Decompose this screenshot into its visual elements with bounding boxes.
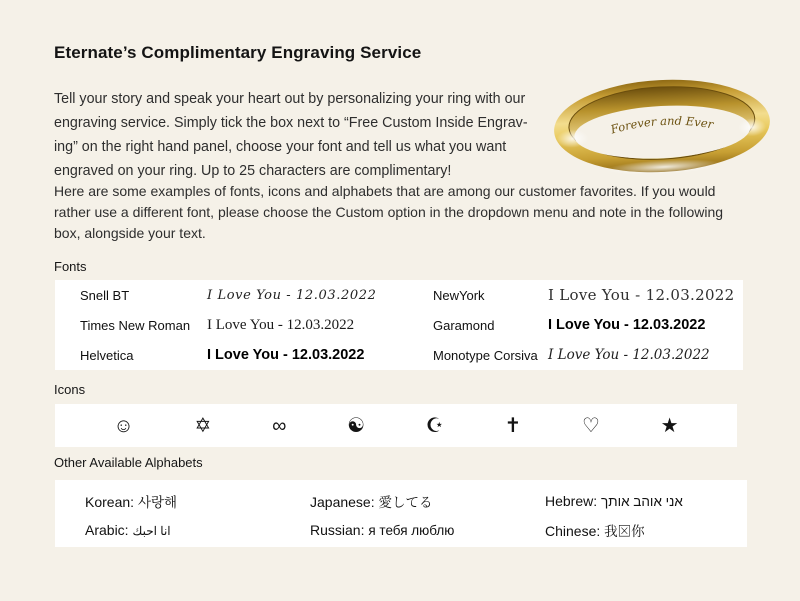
note-line: box, alongside your text. <box>54 225 206 241</box>
alphabet-label: Russian: <box>310 521 365 538</box>
fonts-table <box>55 280 743 370</box>
alphabet-label: Chinese: <box>545 522 601 539</box>
infinity-icon: ∞ <box>272 414 287 437</box>
intro-line: engraved on your ring. Up to 25 characters are complimentary! <box>54 163 452 179</box>
font-sample-monotype-corsiva: I Love You - 12.03.2022 <box>548 347 710 363</box>
alphabets-table <box>55 480 747 547</box>
heart-outline-icon: ♡ <box>581 414 600 437</box>
alphabet-label: Japanese: <box>310 493 375 510</box>
icons-heading: Icons <box>54 382 86 397</box>
font-name: NewYork <box>433 287 485 303</box>
alphabet-value: אני אוהב אותך <box>601 493 683 509</box>
font-sample-times-new-roman: I Love You - 12.03.2022 <box>207 316 355 333</box>
font-name: Times New Roman <box>80 317 191 333</box>
alphabet-russian <box>310 522 545 538</box>
font-name: Garamond <box>433 317 495 333</box>
smiley-icon: ☺ <box>113 414 134 437</box>
alphabet-label: Arabic: <box>85 521 129 538</box>
star-icon: ★ <box>660 414 679 437</box>
intro-line: engraving service. Simply tick the box next to “Free Custom Inside Engrav- <box>54 115 528 131</box>
alphabet-label: Korean: <box>85 493 135 510</box>
font-name: Helvetica <box>80 347 134 363</box>
page-title: Eternate’s Complimentary Engraving Service <box>54 43 422 62</box>
font-sample-helvetica: I Love You - 12.03.2022 <box>207 347 365 363</box>
gold-ring-photo <box>550 74 774 178</box>
intro-paragraph <box>54 87 528 183</box>
alphabet-value: я тебя люблю <box>368 522 455 538</box>
alphabet-japanese <box>310 491 545 511</box>
alphabet-chinese <box>545 520 747 540</box>
font-name: Monotype Corsiva <box>433 347 538 363</box>
examples-note-paragraph <box>54 181 723 244</box>
font-sample-garamond: I Love You - 12.03.2022 <box>548 317 706 333</box>
alphabet-hebrew <box>545 493 747 509</box>
alphabet-value: 我⊠你 <box>604 523 645 539</box>
alphabet-value: 愛してる <box>378 494 433 510</box>
yin-yang-icon: ☯ <box>347 414 366 437</box>
alphabets-heading: Other Available Alphabets <box>54 455 203 470</box>
alphabet-korean <box>85 491 310 511</box>
intro-line: Tell your story and speak your heart out by personalizing your ring with our <box>54 91 526 107</box>
latin-cross-icon: ✝ <box>504 414 522 437</box>
note-line: Here are some examples of fonts, icons and alphabets that are among our customer favorites. If you would <box>54 183 716 199</box>
star-and-crescent-icon: ☪ <box>425 414 444 437</box>
gold-ring-image <box>550 74 774 178</box>
font-sample-snell-bt: I Love You - 12.03.2022 <box>207 287 377 303</box>
note-line: rather use a different font, please choose the Custom option in the dropdown menu and note in the following <box>54 204 724 220</box>
alphabet-value: 사랑해 <box>137 494 178 510</box>
alphabet-value: انا احبك <box>132 523 171 538</box>
alphabet-label: Hebrew: <box>545 492 598 509</box>
ring-engraving-text: Forever and Ever <box>609 113 715 137</box>
fonts-heading: Fonts <box>54 259 87 274</box>
icons-row <box>55 404 737 447</box>
alphabet-arabic <box>85 522 310 538</box>
star-of-david-icon: ✡ <box>194 414 212 437</box>
intro-line: ing” on the right hand panel, choose your font and tell us what you want <box>54 139 507 155</box>
font-name: Snell BT <box>80 287 130 303</box>
font-sample-newyork: I Love You - 12.03.2022 <box>548 286 735 304</box>
